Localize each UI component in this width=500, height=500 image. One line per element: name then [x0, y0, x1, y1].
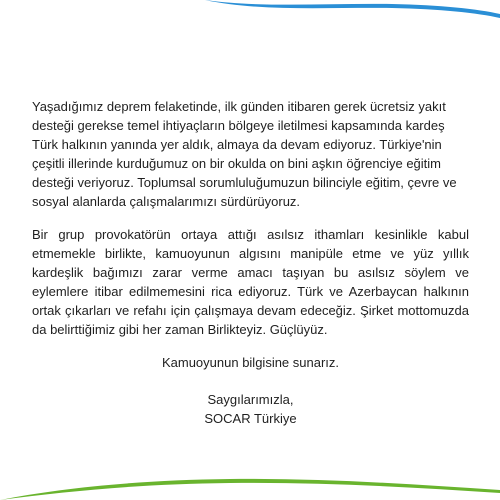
statement-paragraph-2: Bir grup provokatörün ortaya attığı asılsız ithamları kesinlikle kabul etmemekle birlikte, kamuoyunun algısını manipüle etme ve yüz yıllık kardeşlik bağımızı zarar verme amacı taşıyan bu asılsız söylem ve eylemlere itibar edilmemesini rica ediyoruz. Türk ve Azerbaycan halkının ortak çıkarları ve refahı için çalışmaya devam edeceğiz. Şirket mottomuzda da belirttiğimiz gibi her zaman Birlikteyiz. Güçlüyüz. [32, 227, 469, 337]
blue-wave-decoration [0, 0, 500, 70]
signature-line: SOCAR Türkiye [204, 411, 297, 426]
signoff-line: Saygılarımızla, [207, 392, 294, 407]
statement-paragraph-1: Yaşadığımız deprem felaketinde, ilk günden itibaren gerek ücretsiz yakıt desteği gerekse temel ihtiyaçların bölgeye iletilmesi kapsamında kardeş Türk halkının yanında yer aldık, almaya da devam ediyoruz. Türkiye'nin çeşitli illerinde kurduğumuz on bir okulda on bini aşkın öğrenciye eğitim desteği veriyoruz. Toplumsal sorumluluğumuzun bilinciyle eğitim, çevre ve sosyal alanlarda çalışmalarımızı sürdürüyoruz. [32, 99, 457, 209]
statement-body [32, 97, 469, 428]
public-notice-line: Kamuoyunun bilgisine sunarız. [161, 355, 340, 370]
green-wave-decoration [0, 430, 500, 500]
